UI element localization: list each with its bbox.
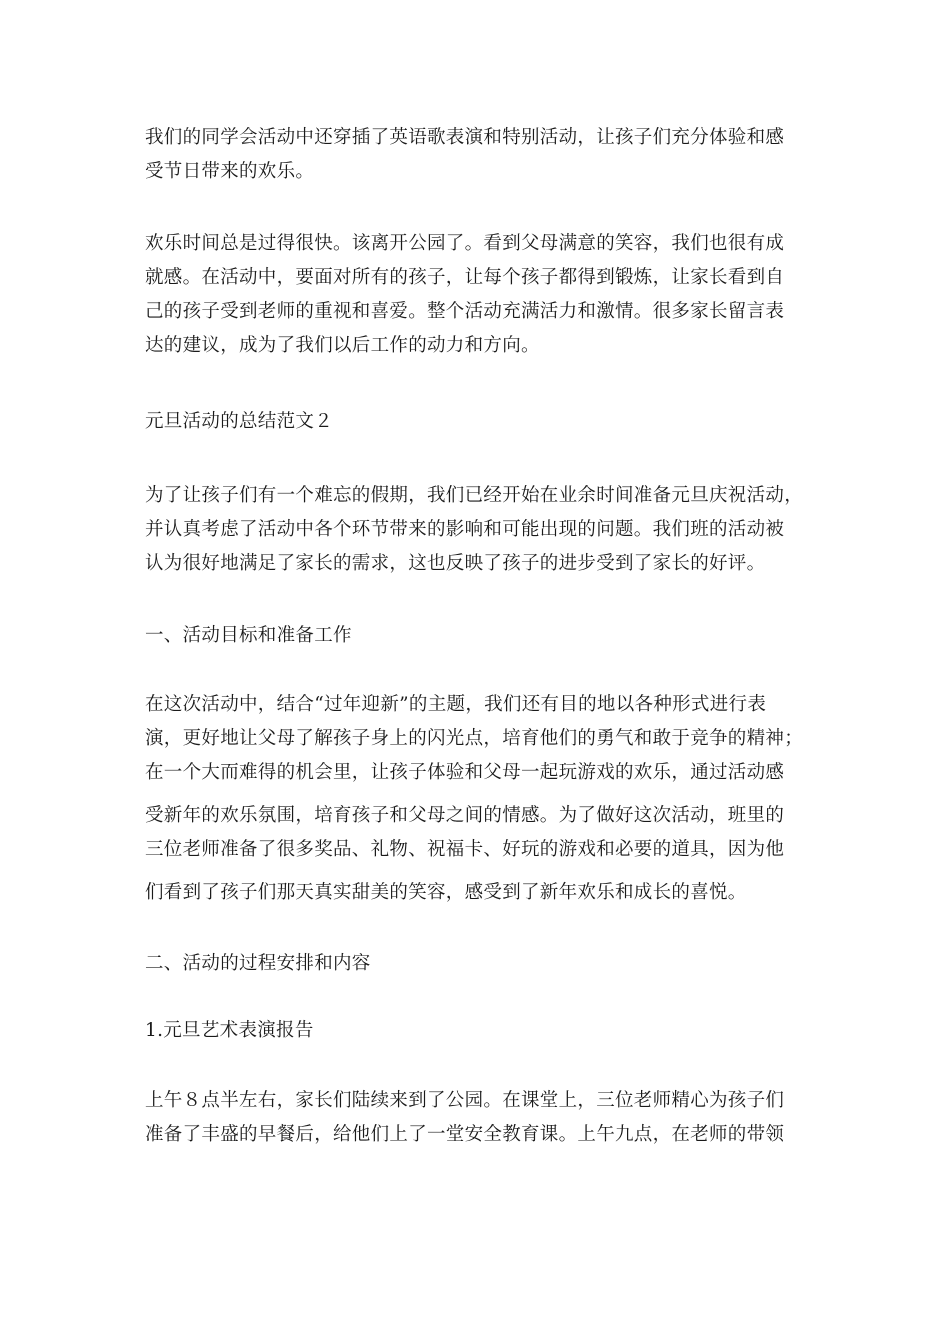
paragraph-line: 并认真考虑了活动中各个环节带来的影响和可能出现的问题。我们班的活动被 xyxy=(145,519,785,540)
paragraph-line: 准备了丰盛的早餐后，给他们上了一堂安全教育课。上午九点，在老师的带领 xyxy=(145,1124,785,1145)
section-heading: 元旦活动的总结范文２ xyxy=(145,411,334,432)
section-heading: 一、活动目标和准备工作 xyxy=(145,625,352,646)
paragraph-line: 为了让孩子们有一个难忘的假期，我们已经开始在业余时间准备元旦庆祝活动， xyxy=(145,485,804,506)
paragraph-line: 上午８点半左右，家长们陆续来到了公园。在课堂上，三位老师精心为孩子们 xyxy=(145,1090,785,1111)
paragraph-line: 达的建议，成为了我们以后工作的动力和方向。 xyxy=(145,335,540,356)
paragraph-line: 我们的同学会活动中还穿插了英语歌表演和特别活动，让孩子们充分体验和感 xyxy=(145,127,785,148)
paragraph-line: 就感。在活动中，要面对所有的孩子，让每个孩子都得到锻炼，让家长看到自 xyxy=(145,267,785,288)
paragraph-line: 认为很好地满足了家长的需求，这也反映了孩子的进步受到了家长的好评。 xyxy=(145,553,766,574)
section-heading: 二、活动的过程安排和内容 xyxy=(145,953,371,974)
paragraph-line: 在一个大而难得的机会里，让孩子体验和父母一起玩游戏的欢乐，通过活动感 xyxy=(145,762,785,783)
paragraph-line: 们看到了孩子们那天真实甜美的笑容，感受到了新年欢乐和成长的喜悦。 xyxy=(145,882,747,903)
paragraph-line: 受节日带来的欢乐。 xyxy=(145,161,315,182)
paragraph-line: 欢乐时间总是过得很快。该离开公园了。看到父母满意的笑容，我们也很有成 xyxy=(145,233,785,254)
paragraph-line: 在这次活动中，结合“过年迎新”的主题，我们还有目的地以各种形式进行表 xyxy=(145,694,767,715)
paragraph-line: 演，更好地让父母了解孩子身上的闪光点，培育他们的勇气和敢于竞争的精神； xyxy=(145,728,804,749)
paragraph-line: 受新年的欢乐氛围，培育孩子和父母之间的情感。为了做好这次活动，班里的 xyxy=(145,805,785,826)
paragraph-line: 己的孩子受到老师的重视和喜爱。整个活动充满活力和激情。很多家长留言表 xyxy=(145,301,785,322)
subsection-heading: 1.元旦艺术表演报告 xyxy=(145,1020,314,1041)
paragraph-line: 三位老师准备了很多奖品、礼物、祝福卡、好玩的游戏和必要的道具，因为他 xyxy=(145,839,785,860)
